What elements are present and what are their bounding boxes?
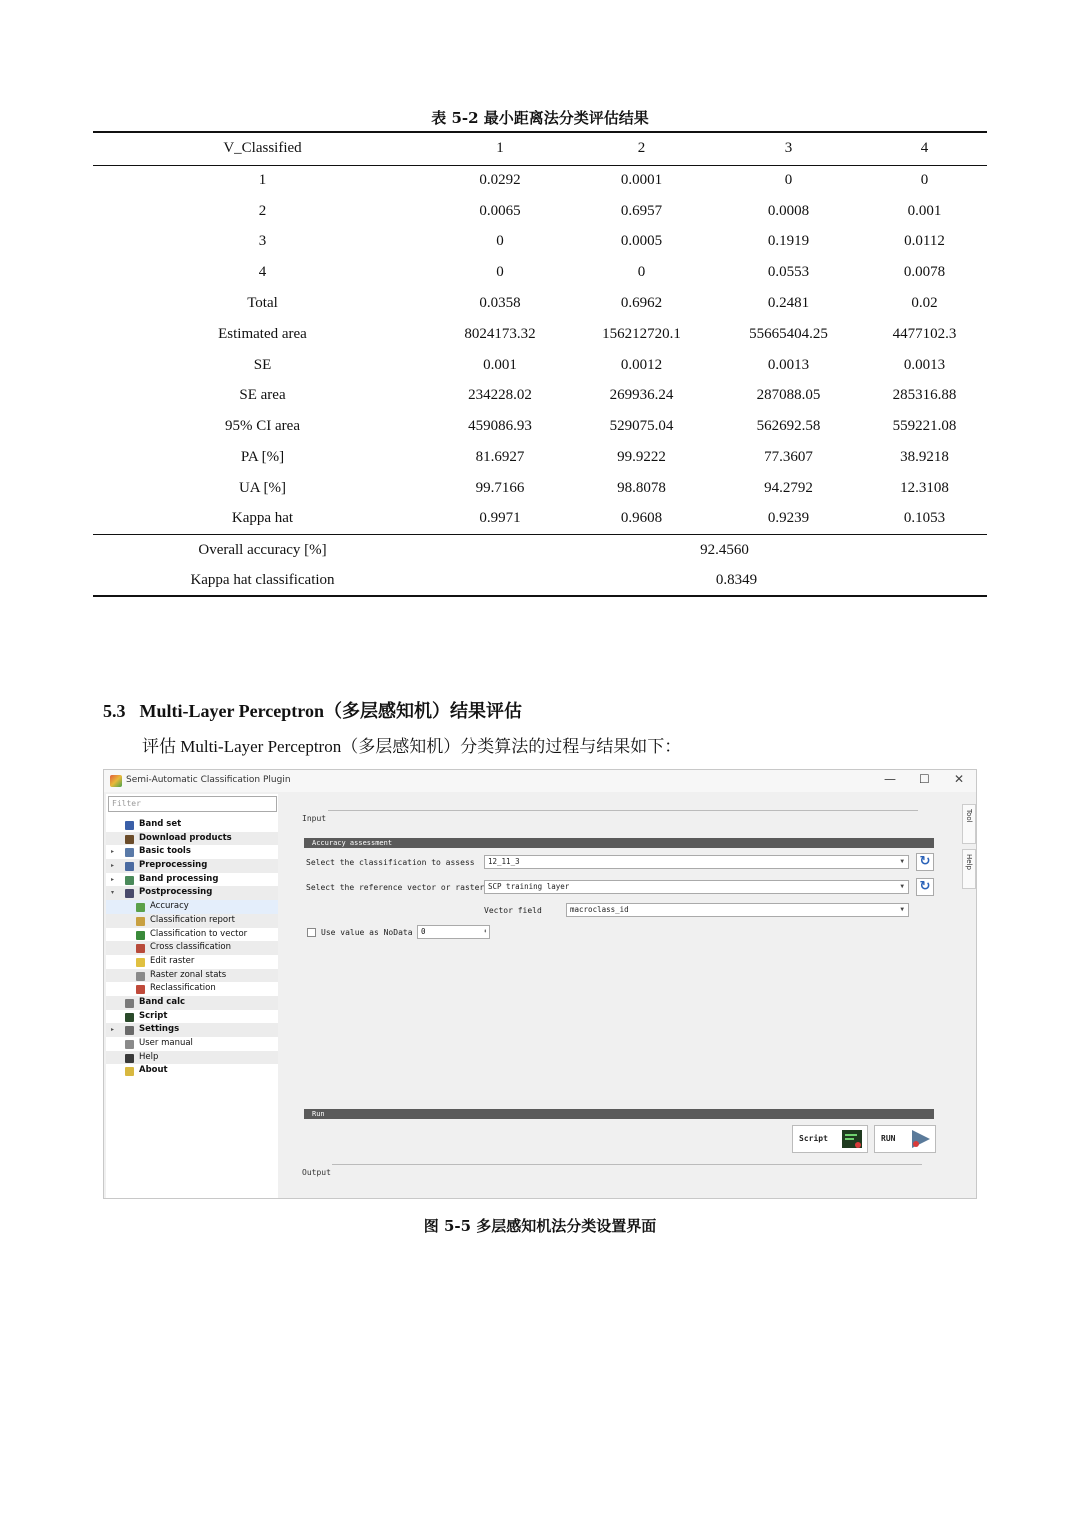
table-cell: 0.0292	[479, 172, 521, 189]
table-cell: 0.1919	[767, 233, 810, 250]
table-cell: 0.02	[911, 295, 938, 312]
filter-input[interactable]: Filter	[108, 796, 277, 812]
run-icon	[909, 1129, 931, 1149]
tree-item[interactable]	[106, 914, 278, 928]
table-cell: 0.9608	[620, 510, 663, 527]
expand-arrow-icon[interactable]: ▸	[111, 848, 115, 856]
table-cell: 0.0065	[479, 202, 521, 219]
tree-item[interactable]	[106, 832, 278, 846]
table-row	[93, 319, 987, 350]
table-cell: 0.0013	[903, 356, 946, 373]
table-cell: 77.3607	[764, 449, 813, 466]
reference-select[interactable]	[484, 880, 909, 894]
accuracy-section-bar: Accuracy assessment	[304, 838, 934, 848]
report-icon	[136, 917, 145, 926]
table-cell: 0.0358	[479, 295, 521, 312]
tree-item[interactable]	[106, 1023, 278, 1037]
kappa-classification-row	[93, 565, 987, 596]
table-cell: 38.9218	[900, 449, 949, 466]
tree-item-label: About	[139, 1065, 168, 1076]
table-cell: 0	[637, 264, 646, 281]
tree-item[interactable]	[106, 996, 278, 1010]
table-row	[93, 350, 987, 381]
refresh-icon: ↻	[919, 879, 931, 894]
scp-logo-icon	[110, 775, 122, 787]
table-row	[93, 504, 987, 535]
vector-field-value: macroclass_id	[570, 905, 629, 914]
table-summary	[93, 535, 987, 597]
header-cell: V_Classified	[223, 140, 302, 157]
settings-icon	[125, 1026, 134, 1035]
table-cell: 0.6962	[620, 295, 663, 312]
header-cell: 2	[637, 140, 646, 157]
table-cell: 0.6957	[620, 202, 663, 219]
overall-accuracy-value: 92.4560	[700, 541, 749, 558]
table-row	[93, 442, 987, 473]
expand-arrow-icon[interactable]: ▸	[111, 1026, 115, 1034]
classification-label: Select the classification to assess	[306, 858, 475, 867]
section-number: 5.3	[103, 701, 126, 721]
table-cell: 0.0005	[620, 233, 663, 250]
table-cell: 98.8078	[617, 479, 666, 496]
tree-item-label: Preprocessing	[139, 860, 208, 871]
table-header-row	[93, 132, 987, 165]
table-cell: 94.2792	[764, 479, 813, 496]
table-cell: 0.0012	[620, 356, 663, 373]
table-row	[93, 227, 987, 258]
table-cell: 0.001	[907, 202, 942, 219]
reference-value: SCP training layer	[488, 882, 570, 891]
table-row	[93, 411, 987, 442]
postprocessing-icon	[125, 889, 134, 898]
row-label: PA [%]	[240, 449, 285, 466]
header-cell: 1	[496, 140, 504, 157]
table-row	[93, 381, 987, 412]
tree-item[interactable]	[106, 818, 278, 832]
tree-item-label: Classification report	[150, 914, 235, 925]
window-title: Semi-Automatic Classification Plugin	[126, 775, 291, 785]
expand-arrow-icon[interactable]: ▸	[111, 875, 115, 883]
section-heading	[103, 697, 522, 723]
tree-item-label: Help	[139, 1051, 159, 1062]
row-label: UA [%]	[238, 479, 287, 496]
table-row	[93, 257, 987, 288]
tree-item[interactable]	[106, 1010, 278, 1024]
table-cell: 285316.88	[892, 387, 957, 404]
refresh-classification-button[interactable]	[916, 853, 934, 871]
main-panel	[280, 794, 976, 1198]
table-cell: 0	[496, 264, 504, 281]
input-group-line	[328, 810, 918, 811]
row-label: 4	[258, 264, 267, 281]
table-cell: 81.6927	[475, 449, 525, 466]
evaluation-table	[93, 131, 987, 597]
table-cell: 562692.58	[756, 418, 821, 435]
table-cell: 156212720.1	[602, 325, 681, 342]
tree-item-label: Band calc	[139, 996, 186, 1007]
vector-field-label: Vector field	[484, 906, 542, 915]
about-icon	[125, 1067, 134, 1076]
zonal-stats-icon	[136, 972, 145, 981]
tree-item-label: Postprocessing	[139, 887, 213, 898]
tree-item[interactable]	[106, 941, 278, 955]
close-button[interactable]: ✕	[954, 772, 965, 786]
overall-accuracy-row	[93, 535, 987, 566]
tree-item[interactable]	[106, 1037, 278, 1051]
tree-item-label: Band set	[139, 819, 182, 829]
nodata-checkbox[interactable]	[307, 928, 316, 937]
table-cell: 529075.04	[609, 418, 674, 435]
row-label: SE area	[239, 387, 286, 404]
plugin-window	[103, 769, 977, 1199]
section-title: Multi-Layer Perceptron（多层感知机）结果评估	[139, 701, 522, 721]
table-cell: 0.0553	[767, 264, 810, 281]
table-cell: 0.9239	[767, 510, 810, 527]
script-icon	[125, 1013, 134, 1022]
header-cell: 4	[920, 140, 929, 157]
vector-field-select[interactable]	[566, 903, 909, 917]
table-body	[93, 165, 987, 535]
table-cell: 0.001	[483, 356, 517, 373]
tree-item[interactable]	[106, 900, 278, 914]
tree-item[interactable]	[106, 1064, 278, 1078]
band-set-icon	[125, 821, 134, 830]
tree-item-label: Reclassification	[150, 983, 216, 994]
tree-item-label: User manual	[139, 1038, 193, 1048]
nodata-value: 0	[421, 927, 426, 936]
table-cell: 234228.02	[468, 387, 532, 404]
header-cell: 3	[784, 140, 793, 157]
chevron-down-icon: ▼	[900, 906, 904, 913]
tree-item[interactable]	[106, 969, 278, 983]
tree-item-label: Accuracy	[150, 901, 189, 912]
classification-value: 12_11_3	[488, 857, 520, 866]
tree-item-label: Classification to vector	[150, 928, 248, 939]
table-cell: 0.0078	[903, 264, 946, 281]
tab-help-label: Help	[965, 854, 973, 870]
reclassification-icon	[136, 985, 145, 994]
download-icon	[125, 835, 134, 844]
classification-select[interactable]	[484, 855, 909, 869]
row-label: 1	[258, 172, 267, 189]
table-cell: 0.0112	[904, 233, 945, 250]
tree-item[interactable]	[106, 1051, 278, 1065]
row-label: 3	[258, 233, 267, 250]
minimize-button[interactable]: —	[884, 772, 896, 786]
table-cell: 0.2481	[767, 295, 810, 312]
table-cell: 0.0013	[767, 356, 810, 373]
table-cell: 4477102.3	[892, 325, 957, 342]
tree-item-label: Basic tools	[139, 846, 191, 857]
output-group-line	[332, 1164, 922, 1165]
row-label: Total	[247, 295, 278, 312]
run-button[interactable]	[874, 1125, 936, 1153]
tree-item-label: Edit raster	[150, 955, 195, 966]
row-label: 95% CI area	[225, 418, 300, 435]
nodata-label: Use value as NoData	[321, 928, 413, 937]
tree-item[interactable]	[106, 859, 278, 873]
table-cell: 0	[496, 233, 504, 250]
chevron-down-icon: ▼	[900, 858, 904, 865]
tree-item[interactable]	[106, 845, 278, 859]
table-cell: 0.9971	[479, 510, 521, 527]
row-label: Kappa hat	[231, 510, 294, 527]
table-cell: 0	[784, 172, 793, 189]
kappa-classification-value: 0.8349	[715, 571, 758, 588]
manual-icon	[125, 1040, 134, 1049]
window-titlebar	[104, 770, 976, 792]
table-cell: 0.0001	[620, 172, 663, 189]
table-cell: 0.0008	[767, 202, 810, 219]
tab-tool[interactable]	[962, 804, 976, 844]
reference-label: Select the reference vector or raster	[306, 883, 485, 892]
table-cell: 559221.08	[892, 418, 957, 435]
table-cell: 99.9222	[617, 449, 666, 466]
section-paragraph: 评估 Multi-Layer Perceptron（多层感知机）分类算法的过程与结果如下：	[142, 737, 682, 756]
spin-arrows-icon: ⬍	[483, 928, 487, 935]
edit-raster-icon	[136, 958, 145, 967]
expand-arrow-icon[interactable]: ▸	[111, 862, 115, 870]
table-row	[93, 196, 987, 227]
cross-classification-icon	[136, 944, 145, 953]
run-button-label: RUN	[881, 1134, 896, 1143]
tree-item-label: Settings	[139, 1024, 180, 1035]
tab-help[interactable]	[962, 849, 976, 889]
row-label: Estimated area	[218, 325, 307, 342]
band-calc-icon	[125, 999, 134, 1008]
tree-item[interactable]	[106, 982, 278, 996]
run-section-bar: Run	[304, 1109, 934, 1119]
tab-tool-label: Tool	[965, 809, 973, 823]
overall-accuracy-label: Overall accuracy [%]	[198, 541, 327, 558]
output-group-label: Output	[302, 1168, 331, 1177]
figure-caption: 图 5-5 多层感知机法分类设置界面	[423, 1217, 657, 1235]
tree-item[interactable]	[106, 873, 278, 887]
maximize-button[interactable]: ☐	[919, 772, 930, 786]
table-cell: 99.7166	[475, 479, 525, 496]
script-button[interactable]	[792, 1125, 868, 1153]
kappa-classification-label: Kappa hat classification	[190, 571, 335, 588]
tool-tree	[106, 818, 278, 1078]
row-label: SE	[253, 356, 272, 373]
tree-item[interactable]	[106, 955, 278, 969]
table-cell: 459086.93	[468, 418, 532, 435]
table-row	[93, 288, 987, 319]
script-icon	[841, 1129, 863, 1149]
row-label: 2	[258, 202, 267, 219]
table-cell: 8024173.32	[464, 325, 536, 342]
refresh-reference-button[interactable]	[916, 878, 934, 896]
chevron-down-icon: ▼	[900, 883, 904, 890]
preprocessing-icon	[125, 862, 134, 871]
basic-tools-icon	[125, 848, 134, 857]
table-cell: 0.1053	[903, 510, 946, 527]
table-row	[93, 165, 987, 196]
script-button-label: Script	[799, 1134, 828, 1143]
tree-item-label: Band processing	[139, 873, 219, 884]
table-cell: 287088.05	[756, 387, 821, 404]
help-icon	[125, 1054, 134, 1063]
input-group-label: Input	[302, 814, 327, 823]
table-row	[93, 473, 987, 504]
table-cell: 0	[920, 172, 929, 189]
table-cell: 269936.24	[609, 387, 674, 404]
tree-item[interactable]	[106, 886, 278, 900]
table-caption: 表 5-2 最小距离法分类评估结果	[431, 109, 649, 127]
accuracy-icon	[136, 903, 145, 912]
table-cell: 55665404.25	[749, 325, 828, 342]
vector-icon	[136, 931, 145, 940]
expand-arrow-icon[interactable]: ▾	[111, 889, 115, 897]
tool-sidebar	[106, 794, 278, 1198]
table-cell: 12.3108	[900, 479, 949, 496]
tree-item-label: Raster zonal stats	[150, 969, 227, 980]
nodata-spinbox[interactable]	[417, 925, 490, 939]
tree-item-label: Cross classification	[150, 942, 231, 953]
tree-item[interactable]	[106, 928, 278, 942]
band-processing-icon	[125, 876, 134, 885]
tree-item-label: Download products	[139, 832, 232, 843]
tree-item-label: Script	[139, 1010, 168, 1021]
refresh-icon: ↻	[919, 854, 931, 869]
